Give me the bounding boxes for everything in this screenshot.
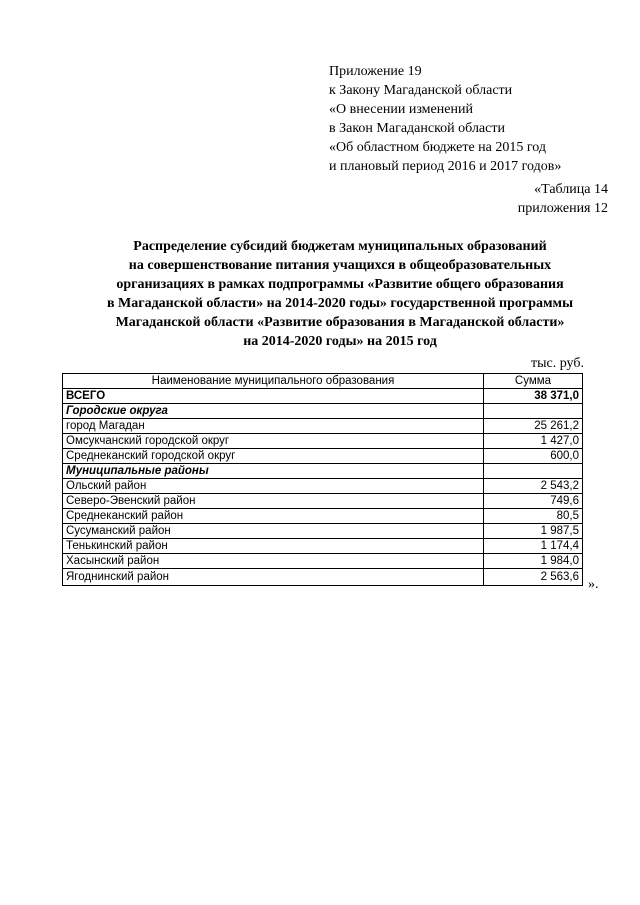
row-sum: 1 174,4 (484, 539, 583, 554)
title-line: организациях в рамках подпрограммы «Развитие общего образования (116, 277, 564, 292)
row-name: город Магадан (63, 419, 484, 434)
row-sum: 2 563,6 (484, 569, 583, 586)
row-name: Хасынский район (63, 554, 484, 569)
total-label: ВСЕГО (63, 389, 484, 404)
row-sum: 749,6 (484, 494, 583, 509)
closing-quote: ». (588, 577, 599, 592)
units-label: тыс. руб. (531, 356, 584, 371)
section-sum (484, 464, 583, 479)
row-name: Сусуманский район (63, 524, 484, 539)
row-sum: 1 987,5 (484, 524, 583, 539)
title-line: на 2014-2020 годы» на 2015 год (243, 334, 437, 349)
title-line: Распределение субсидий бюджетам муниципальных образований (133, 239, 547, 254)
appendix-line: «Об областном бюджете на 2015 год (329, 140, 546, 155)
subsidy-table (62, 373, 583, 586)
row-name: Ягоднинский район (63, 569, 484, 586)
table-reference-line: приложения 12 (517, 201, 608, 216)
table-row (63, 569, 583, 586)
table-row (63, 434, 583, 449)
table-row (63, 419, 583, 434)
table-row (63, 539, 583, 554)
header-sum: Сумма (484, 374, 583, 389)
section-label: Муниципальные районы (63, 464, 484, 479)
row-sum: 2 543,2 (484, 479, 583, 494)
title-line: на совершенствование питания учащихся в общеобразовательных (128, 258, 552, 273)
row-name: Омсукчанский городской округ (63, 434, 484, 449)
table-row (63, 509, 583, 524)
table-row (63, 479, 583, 494)
appendix-line: в Закон Магаданской области (329, 121, 505, 136)
row-name: Северо-Эвенский район (63, 494, 484, 509)
title-line: Магаданской области «Развитие образования в Магаданской области» (115, 315, 565, 330)
table-reference (518, 180, 608, 218)
section-sum (484, 404, 583, 419)
row-name: Среднеканский район (63, 509, 484, 524)
table-row (63, 554, 583, 569)
row-sum: 25 261,2 (484, 419, 583, 434)
row-sum: 1 984,0 (484, 554, 583, 569)
row-sum: 1 427,0 (484, 434, 583, 449)
row-name: Среднеканский городской округ (63, 449, 484, 464)
section-row (63, 404, 583, 419)
table-row (63, 449, 583, 464)
table-header-row (63, 374, 583, 389)
section-label: Городские округа (63, 404, 484, 419)
section-row (63, 464, 583, 479)
appendix-line: к Закону Магаданской области (329, 83, 513, 98)
header-name: Наименование муниципального образования (63, 374, 484, 389)
row-name: Ольский район (63, 479, 484, 494)
total-row (63, 389, 583, 404)
row-name: Тенькинский район (63, 539, 484, 554)
appendix-header (329, 62, 561, 176)
row-sum: 600,0 (484, 449, 583, 464)
appendix-line: Приложение 19 (329, 64, 422, 79)
document-title (40, 237, 640, 351)
appendix-line: «О внесении изменений (329, 102, 473, 117)
table-row (63, 494, 583, 509)
appendix-line: и плановый период 2016 и 2017 годов» (329, 159, 562, 174)
table-row (63, 524, 583, 539)
total-sum: 38 371,0 (484, 389, 583, 404)
row-sum: 80,5 (484, 509, 583, 524)
table-reference-line: «Таблица 14 (534, 182, 608, 197)
title-line: в Магаданской области» на 2014-2020 годы» государственной программы (106, 296, 574, 311)
